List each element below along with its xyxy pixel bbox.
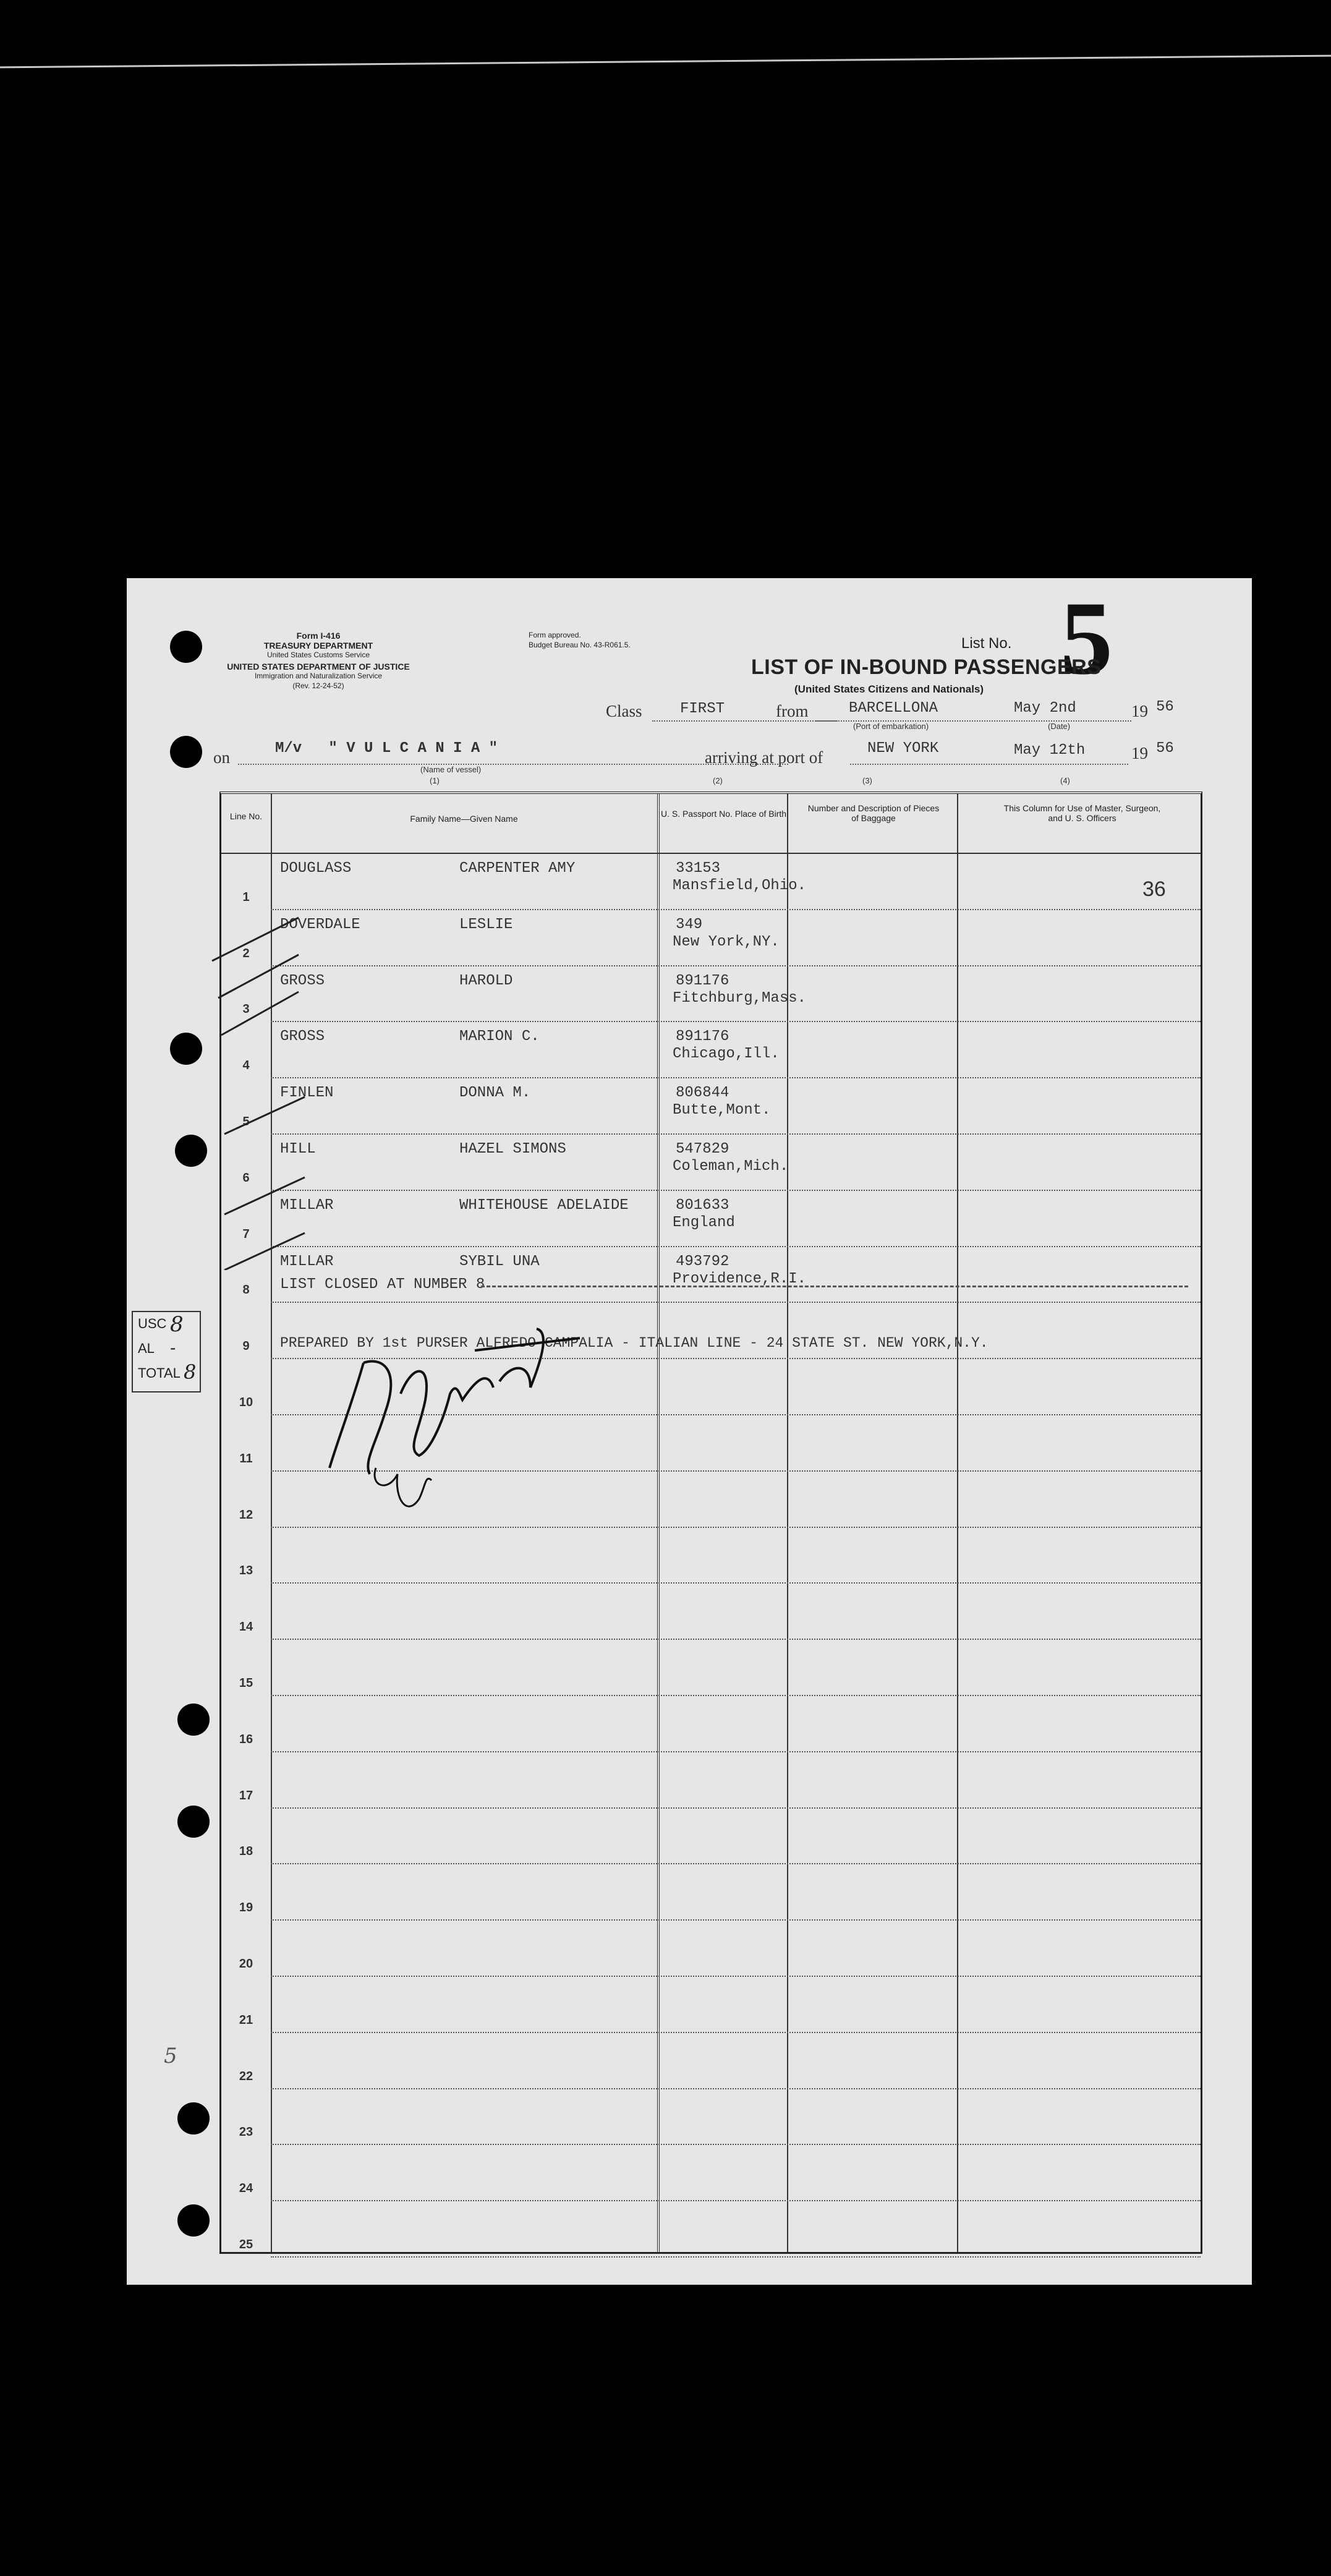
list-number: 5 xyxy=(1060,580,1113,696)
purser-signature xyxy=(326,1326,673,1524)
row-rule xyxy=(271,1976,1201,1977)
justice-dept: UNITED STATES DEPARTMENT OF JUSTICE xyxy=(227,662,410,672)
column-divider xyxy=(787,794,788,2252)
row-rule xyxy=(271,1807,1201,1809)
passenger-table xyxy=(219,791,1202,2254)
class-underline xyxy=(652,720,838,722)
row-rule xyxy=(271,1133,1201,1135)
row-number: 12 xyxy=(239,1508,253,1522)
row-number: 14 xyxy=(239,1620,253,1634)
row-rule xyxy=(271,1919,1201,1921)
row-rule xyxy=(271,2144,1201,2145)
col-index-2: (2) xyxy=(713,776,723,785)
row-number: 18 xyxy=(239,1845,253,1859)
customs-service: United States Customs Service xyxy=(266,650,370,659)
row-rule xyxy=(271,1190,1201,1191)
header-rule xyxy=(221,853,1201,854)
passenger-family-name: MILLAR xyxy=(280,1253,334,1270)
row-rule xyxy=(271,1077,1201,1078)
arrival-port: NEW YORK xyxy=(867,740,939,757)
list-no-label: List No. xyxy=(961,635,1012,652)
port-embarkation-label: (Port of embarkation) xyxy=(853,722,929,731)
header-officers: This Column for Use of Master, Surgeon, and U. S. Officers xyxy=(1003,803,1161,823)
row-rule xyxy=(271,965,1201,966)
date-label: (Date) xyxy=(1048,722,1071,731)
class-label: Class xyxy=(606,702,642,720)
passenger-given-name: LESLIE xyxy=(459,916,513,933)
header-line-no: Line No. xyxy=(229,811,263,821)
punch-hole xyxy=(175,1135,207,1167)
form-approved: Form approved. xyxy=(529,631,581,639)
tally-total-value: 8 xyxy=(184,1360,197,1384)
row-rule xyxy=(271,2032,1201,2033)
punch-hole xyxy=(170,736,202,768)
punch-hole xyxy=(177,1704,210,1736)
passenger-passport-no: 547829 xyxy=(676,1141,729,1158)
tally-al-label: AL xyxy=(138,1341,155,1356)
header-name: Family Name—Given Name xyxy=(410,814,518,824)
from-port: BARCELLONA xyxy=(849,700,938,717)
departure-date: May 2nd xyxy=(1014,700,1076,717)
row-rule xyxy=(271,1863,1201,1864)
margin-handwritten-note: 5 xyxy=(164,2044,177,2068)
treasury-dept: TREASURY DEPARTMENT xyxy=(263,641,373,650)
passenger-given-name: HAZEL SIMONS xyxy=(459,1141,566,1158)
list-closed-dashes xyxy=(481,1286,1188,1287)
col-index-1: (1) xyxy=(430,776,440,785)
passenger-family-name: GROSS xyxy=(280,1028,325,1046)
passenger-passport-no: 891176 xyxy=(676,972,729,989)
class-value: FIRST xyxy=(680,701,725,717)
row-number: 3 xyxy=(242,1002,250,1017)
passenger-birthplace: Fitchburg,Mass. xyxy=(673,989,807,1007)
row-rule xyxy=(271,1695,1201,1696)
punch-hole xyxy=(177,1806,210,1838)
arrival-underline xyxy=(850,764,1128,765)
passenger-passport-no: 493792 xyxy=(676,1253,729,1270)
passenger-birthplace: Butte,Mont. xyxy=(673,1102,771,1119)
punch-hole xyxy=(177,2102,210,2135)
row-number: 24 xyxy=(239,2181,253,2196)
punch-hole xyxy=(177,2204,210,2237)
departure-year: 56 xyxy=(1156,699,1174,715)
passenger-birthplace: Mansfield,Ohio. xyxy=(673,877,807,894)
row-rule xyxy=(271,909,1201,910)
row-number: 10 xyxy=(239,1396,253,1409)
row-number: 8 xyxy=(242,1283,250,1297)
row-number: 9 xyxy=(242,1339,250,1354)
row-number: 5 xyxy=(242,1115,250,1128)
row-rule xyxy=(271,1021,1201,1022)
revision-date: (Rev. 12-24-52) xyxy=(292,681,344,690)
row-number: 1 xyxy=(242,890,250,904)
manifest-page xyxy=(127,578,1252,2285)
row-number: 17 xyxy=(239,1788,253,1802)
row-number: 11 xyxy=(239,1451,253,1465)
header-baggage: Number and Description of Pieces of Baggage xyxy=(807,803,940,823)
passenger-family-name: DOUGLASS xyxy=(280,860,352,877)
passenger-passport-no: 349 xyxy=(676,916,703,933)
passenger-family-name: FINLEN xyxy=(280,1085,334,1102)
passenger-birthplace: New York,NY. xyxy=(673,933,780,950)
passenger-family-name: GROSS xyxy=(280,972,325,989)
passenger-given-name: WHITEHOUSE ADELAIDE xyxy=(459,1196,629,1214)
row-number: 21 xyxy=(239,2013,253,2027)
punch-hole xyxy=(170,631,202,663)
passenger-given-name: MARION C. xyxy=(459,1028,540,1046)
tally-usc-label: USC xyxy=(138,1316,167,1331)
row-number: 23 xyxy=(239,2125,253,2139)
check-marks xyxy=(206,887,317,1270)
row-rule xyxy=(271,1246,1201,1247)
row-rule xyxy=(271,2256,1201,2258)
passenger-birthplace: Providence,R.I. xyxy=(673,1270,807,1287)
top-scan-edge-line xyxy=(0,55,1331,69)
punch-hole xyxy=(170,1033,202,1065)
ins-service: Immigration and Naturalization Service xyxy=(254,672,383,680)
column-divider xyxy=(957,794,958,2252)
row-number: 15 xyxy=(239,1676,253,1690)
passenger-given-name: HAROLD xyxy=(459,972,513,989)
passenger-given-name: SYBIL UNA xyxy=(459,1253,540,1270)
year-prefix-1: 19 xyxy=(1131,702,1148,720)
passenger-passport-no: 806844 xyxy=(676,1085,729,1102)
page-title: LIST OF IN-BOUND PASSENGERS xyxy=(751,655,1102,679)
row-rule xyxy=(271,2200,1201,2201)
passenger-family-name: MILLAR xyxy=(280,1196,334,1214)
row-rule xyxy=(271,1751,1201,1752)
list-closed-text: LIST CLOSED AT NUMBER 8 xyxy=(280,1276,485,1293)
page-subtitle: (United States Citizens and Nationals) xyxy=(794,683,984,695)
row-rule xyxy=(271,1527,1201,1528)
vessel-name: M/v " V U L C A N I A " xyxy=(275,740,498,757)
row-number: 4 xyxy=(242,1059,250,1073)
row-number: 19 xyxy=(239,1901,253,1915)
row-number: 13 xyxy=(239,1564,253,1578)
tally-al-value: - xyxy=(170,1338,176,1357)
officer-note: 36 xyxy=(1142,877,1166,901)
prepared-by-text: PREPARED BY 1st PURSER ALFREDO CAMPALIA - ITALIAN LINE - 24 STATE ST. NEW YORK,N.Y. xyxy=(280,1335,989,1351)
passenger-given-name: CARPENTER AMY xyxy=(459,860,576,877)
passenger-family-name: DOVERDALE xyxy=(280,916,360,933)
row-rule xyxy=(271,2088,1201,2089)
passenger-birthplace: England xyxy=(673,1214,735,1231)
passenger-given-name: DONNA M. xyxy=(459,1085,531,1102)
passenger-family-name: HILL xyxy=(280,1141,316,1158)
row-number: 22 xyxy=(239,2069,253,2083)
passenger-birthplace: Chicago,Ill. xyxy=(673,1046,780,1063)
year-prefix-2: 19 xyxy=(1131,744,1148,762)
row-number: 25 xyxy=(239,2238,253,2251)
row-number: 6 xyxy=(242,1171,250,1185)
passenger-passport-no: 891176 xyxy=(676,1028,729,1046)
passenger-passport-no: 801633 xyxy=(676,1196,729,1214)
tally-box xyxy=(132,1311,201,1392)
tally-total-label: TOTAL xyxy=(138,1365,181,1381)
col-index-3: (3) xyxy=(862,776,872,785)
row-rule xyxy=(271,1582,1201,1584)
arriving-label: arriving at port of xyxy=(705,748,823,767)
passenger-birthplace: Coleman,Mich. xyxy=(673,1158,789,1175)
row-number: 20 xyxy=(239,1957,253,1971)
row-number: 2 xyxy=(242,946,250,960)
col-index-4: (4) xyxy=(1060,776,1070,785)
row-rule xyxy=(271,1302,1201,1303)
header-passport: U. S. Passport No. Place of Birth xyxy=(660,809,787,819)
row-rule xyxy=(271,1639,1201,1640)
row-number: 16 xyxy=(239,1732,253,1746)
on-label: on xyxy=(213,748,230,767)
row-number: 7 xyxy=(242,1227,250,1241)
budget-bureau-no: Budget Bureau No. 43-R061.5. xyxy=(529,641,631,649)
tally-usc-value: 8 xyxy=(170,1312,184,1337)
from-label: from xyxy=(776,702,809,720)
arrival-date: May 12th xyxy=(1014,742,1086,759)
vessel-name-label: (Name of vessel) xyxy=(420,765,482,774)
passenger-passport-no: 33153 xyxy=(676,860,721,877)
arrival-year: 56 xyxy=(1156,740,1174,757)
form-number: Form I-416 xyxy=(296,631,341,641)
